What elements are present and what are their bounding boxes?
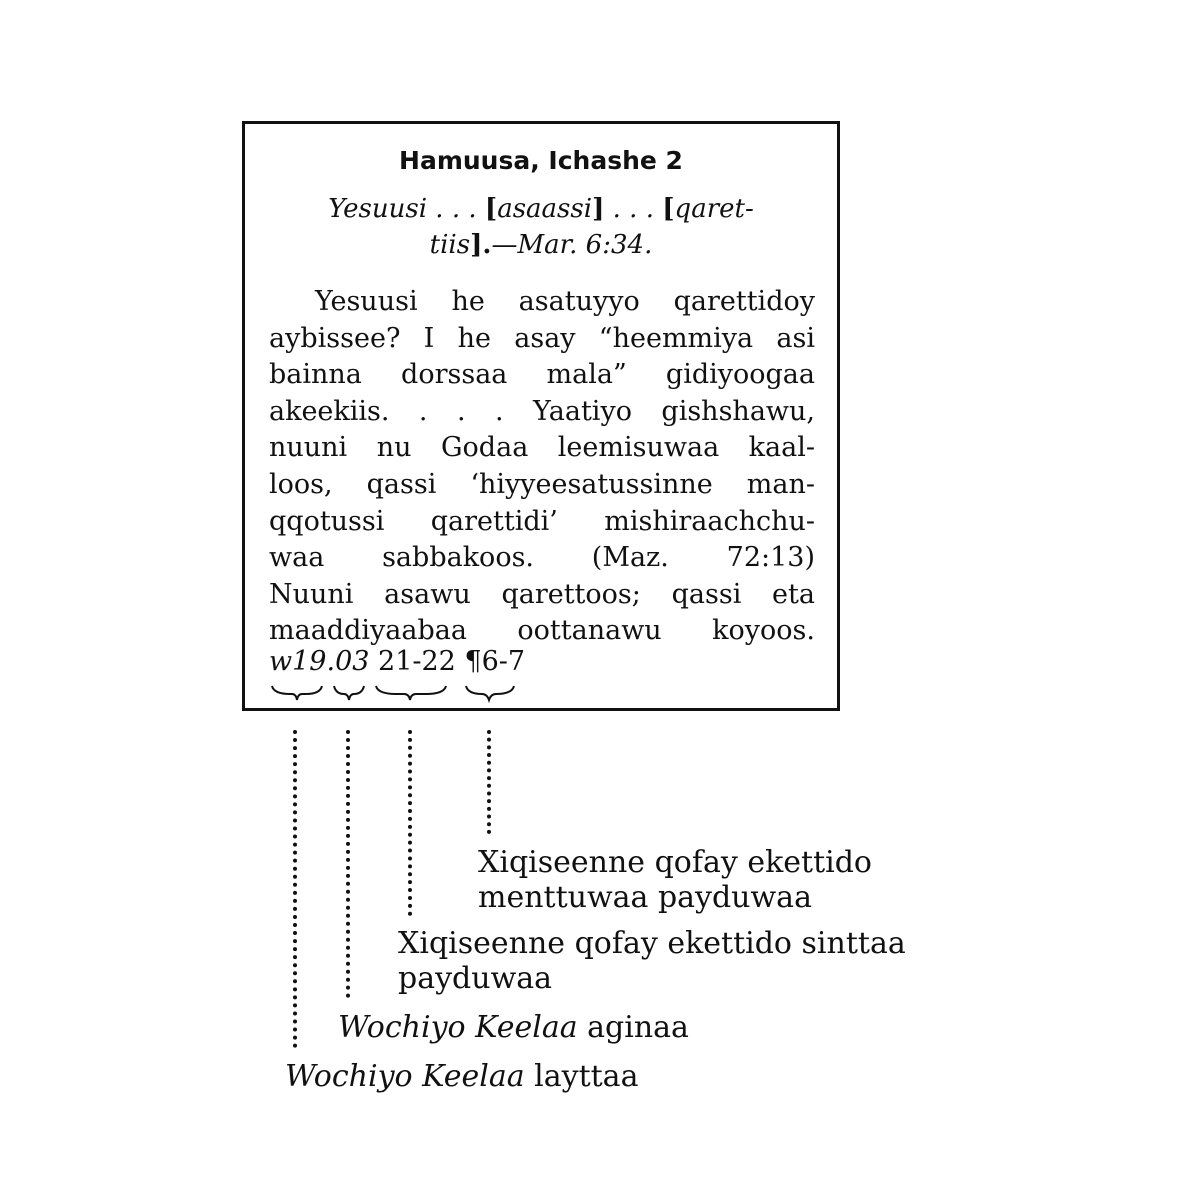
citation-paragraphs: ¶6-7 bbox=[464, 646, 526, 677]
body-line: bainna dorssaa mala” gidiyoogaa bbox=[269, 359, 815, 391]
label-year: Wochiyo Keelaa layttaa bbox=[285, 1059, 639, 1094]
leader-pages bbox=[408, 730, 412, 916]
date-title: Hamuusa, Ichashe 2 bbox=[399, 146, 683, 175]
body-line: akeekiis. . . . Yaatiyo gishshawu, bbox=[269, 395, 815, 427]
body-line: qqotussi qarettidi’ mishiraachchu- bbox=[269, 505, 815, 537]
brace-publication bbox=[272, 686, 322, 700]
theme-scripture-line-2: tiis].—Mar. 6:34. bbox=[429, 230, 653, 260]
brace-issue bbox=[334, 686, 364, 700]
label-pages: Xiqiseenne qofay ekettido sinttaa payduwaa bbox=[398, 926, 906, 996]
body-line: Yesuusi he asatuyyo qarettidoy bbox=[315, 286, 815, 317]
citation-publication: w19. bbox=[269, 646, 336, 677]
brace-pages bbox=[376, 686, 446, 700]
citation-pages: 21-22 bbox=[378, 646, 456, 677]
citation-issue: 03 bbox=[335, 646, 370, 677]
label-paragraphs: Xiqiseenne qofay ekettido menttuwaa payduwaa bbox=[478, 845, 872, 915]
leader-issue bbox=[346, 730, 350, 998]
leader-paragraphs bbox=[487, 730, 491, 834]
body-line: Nuuni asawu qarettoos; qassi eta bbox=[269, 578, 815, 610]
body-line: aybissee? I he asay “heemmiya asi bbox=[269, 322, 815, 354]
leader-year bbox=[293, 730, 297, 1048]
body-line: waa sabbakoos. (Maz. 72:13) bbox=[269, 542, 815, 574]
body-line: nuuni nu Godaa leemisuwaa kaal- bbox=[269, 432, 815, 464]
body-line: loos, qassi ‘hiyyeesatussinne man- bbox=[269, 468, 815, 500]
body-line: maaddiyaabaa oottanawu koyoos. bbox=[269, 615, 815, 647]
theme-scripture-line-1: Yesuusi . . . [asaassi] . . . [qaret- bbox=[328, 194, 754, 224]
brace-paragraphs bbox=[466, 686, 514, 700]
label-issue: Wochiyo Keelaa aginaa bbox=[338, 1010, 689, 1045]
